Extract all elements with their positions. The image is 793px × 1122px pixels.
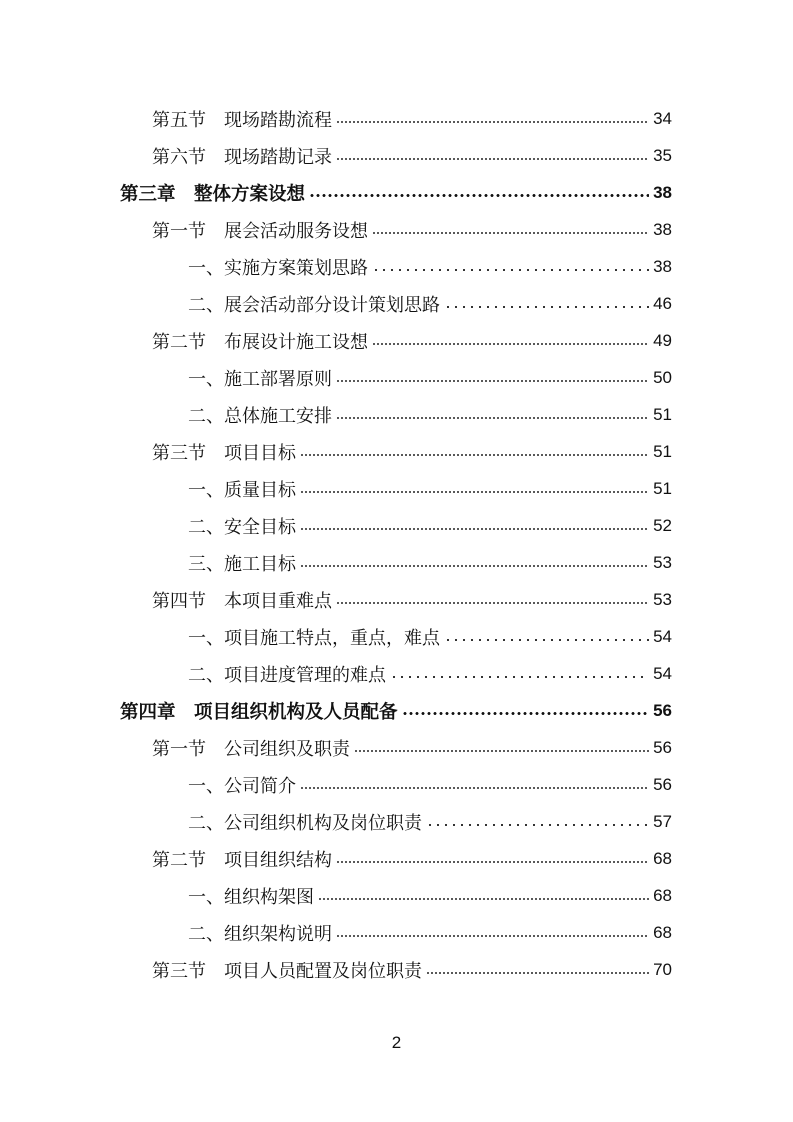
dot-leader: [318, 898, 649, 900]
toc-page-number: 51: [653, 404, 672, 424]
toc-page-number: 52: [653, 515, 672, 535]
toc-page-number: 38: [653, 182, 672, 202]
dot-leader: [444, 306, 649, 308]
toc-page-number: 57: [653, 811, 672, 831]
toc-entry-subsection[interactable]: [188, 877, 672, 914]
toc-entry-label: 一、施工部署原则: [188, 368, 332, 390]
toc-entry-subsection[interactable]: [188, 359, 672, 396]
toc-entry-label: 一、项目施工特点，重点，难点: [188, 627, 440, 649]
toc-entry-label: 第二节 布展设计施工设想: [152, 331, 368, 353]
toc-page-number: 56: [653, 700, 672, 720]
toc-entry-section[interactable]: [152, 951, 672, 988]
toc-entry-label: 二、项目进度管理的难点: [188, 664, 386, 686]
toc-entry-subsection[interactable]: [188, 507, 672, 544]
toc-entry-label: 第四章 项目组织机构及人员配备: [120, 701, 398, 723]
toc-page-number: 56: [653, 774, 672, 794]
toc-entry-section[interactable]: [152, 322, 672, 359]
toc-entry-chapter[interactable]: [120, 174, 672, 211]
dot-leader: [336, 417, 649, 419]
dot-leader: [336, 861, 649, 863]
toc-entry-section[interactable]: [152, 729, 672, 766]
toc-entry-label: 第六节 现场踏勘记录: [152, 146, 332, 168]
toc-entry-subsection[interactable]: [188, 285, 672, 322]
toc-page-number: 49: [653, 330, 672, 350]
dot-leader: [372, 343, 649, 345]
dot-leader: [390, 676, 649, 678]
dot-leader: [426, 824, 649, 826]
toc-entry-label: 二、公司组织机构及岗位职责: [188, 812, 422, 834]
toc-page-number: 46: [653, 293, 672, 313]
toc-entry-label: 二、组织架构说明: [188, 923, 332, 945]
dot-leader: [354, 750, 649, 752]
toc-page-number: 51: [653, 478, 672, 498]
toc-page-number: 56: [653, 737, 672, 757]
toc-entry-section[interactable]: [152, 433, 672, 470]
toc-page-number: 50: [653, 367, 672, 387]
toc-page-number: 68: [653, 922, 672, 942]
dot-leader: [426, 972, 649, 974]
toc-page-number: 68: [653, 848, 672, 868]
toc-entry-label: 三、施工目标: [188, 553, 296, 575]
toc-entry-subsection[interactable]: [188, 618, 672, 655]
dot-leader: [372, 269, 649, 271]
dot-leader: [336, 602, 649, 604]
dot-leader: [336, 158, 649, 160]
toc-entry-section[interactable]: [152, 840, 672, 877]
dot-leader: [300, 528, 649, 530]
toc-page-number: 53: [653, 552, 672, 572]
toc-entry-label: 第三节 项目人员配置及岗位职责: [152, 960, 422, 982]
dot-leader: [309, 194, 649, 197]
toc-entry-label: 第三节 项目目标: [152, 442, 296, 464]
toc-entry-subsection[interactable]: [188, 248, 672, 285]
dot-leader: [336, 380, 649, 382]
toc-page-number: 70: [653, 959, 672, 979]
toc-entry-label: 一、实施方案策划思路: [188, 257, 368, 279]
dot-leader: [300, 454, 649, 456]
toc-entry-label: 第一节 展会活动服务设想: [152, 220, 368, 242]
toc-entry-section[interactable]: [152, 211, 672, 248]
toc-page-number: 54: [653, 626, 672, 646]
dot-leader: [402, 712, 650, 715]
toc-entry-subsection[interactable]: [188, 396, 672, 433]
toc-entry-label: 一、质量目标: [188, 479, 296, 501]
toc-entry-subsection[interactable]: [188, 544, 672, 581]
toc-entry-chapter[interactable]: [120, 692, 672, 729]
toc-page-number: 51: [653, 441, 672, 461]
toc-entry-label: 一、组织构架图: [188, 886, 314, 908]
toc-entry-label: 第三章 整体方案设想: [120, 183, 306, 205]
toc-entry-section[interactable]: [152, 581, 672, 618]
toc-entry-subsection[interactable]: [188, 803, 672, 840]
toc-page-number: 35: [653, 145, 672, 165]
toc-entry-section[interactable]: [152, 137, 672, 174]
toc-entry-label: 第一节 公司组织及职责: [152, 738, 350, 760]
toc-entry-label: 第四节 本项目重难点: [152, 590, 332, 612]
dot-leader: [336, 121, 649, 123]
toc-entry-label: 二、展会活动部分设计策划思路: [188, 294, 440, 316]
toc-entry-subsection[interactable]: [188, 914, 672, 951]
dot-leader: [336, 935, 649, 937]
toc-entry-subsection[interactable]: [188, 766, 672, 803]
dot-leader: [372, 232, 649, 234]
dot-leader: [300, 565, 649, 567]
toc-entry-label: 第二节 项目组织结构: [152, 849, 332, 871]
toc-entry-section[interactable]: [152, 100, 672, 137]
toc-entry-subsection[interactable]: [188, 655, 672, 692]
toc-page-number: 38: [653, 256, 672, 276]
dot-leader: [300, 787, 649, 789]
toc-entry-subsection[interactable]: [188, 470, 672, 507]
page-number: 2: [391, 1033, 402, 1052]
dot-leader: [444, 639, 649, 641]
toc-page-number: 34: [653, 108, 672, 128]
toc-page-number: 53: [653, 589, 672, 609]
toc-page-number: 54: [653, 663, 672, 683]
toc-page-number: 68: [653, 885, 672, 905]
toc-entry-label: 一、公司简介: [188, 775, 296, 797]
toc-entry-label: 二、安全目标: [188, 516, 296, 538]
toc-entry-label: 第五节 现场踏勘流程: [152, 109, 332, 131]
toc-page-number: 38: [653, 219, 672, 239]
dot-leader: [300, 491, 649, 493]
toc-entry-label: 二、总体施工安排: [188, 405, 332, 427]
